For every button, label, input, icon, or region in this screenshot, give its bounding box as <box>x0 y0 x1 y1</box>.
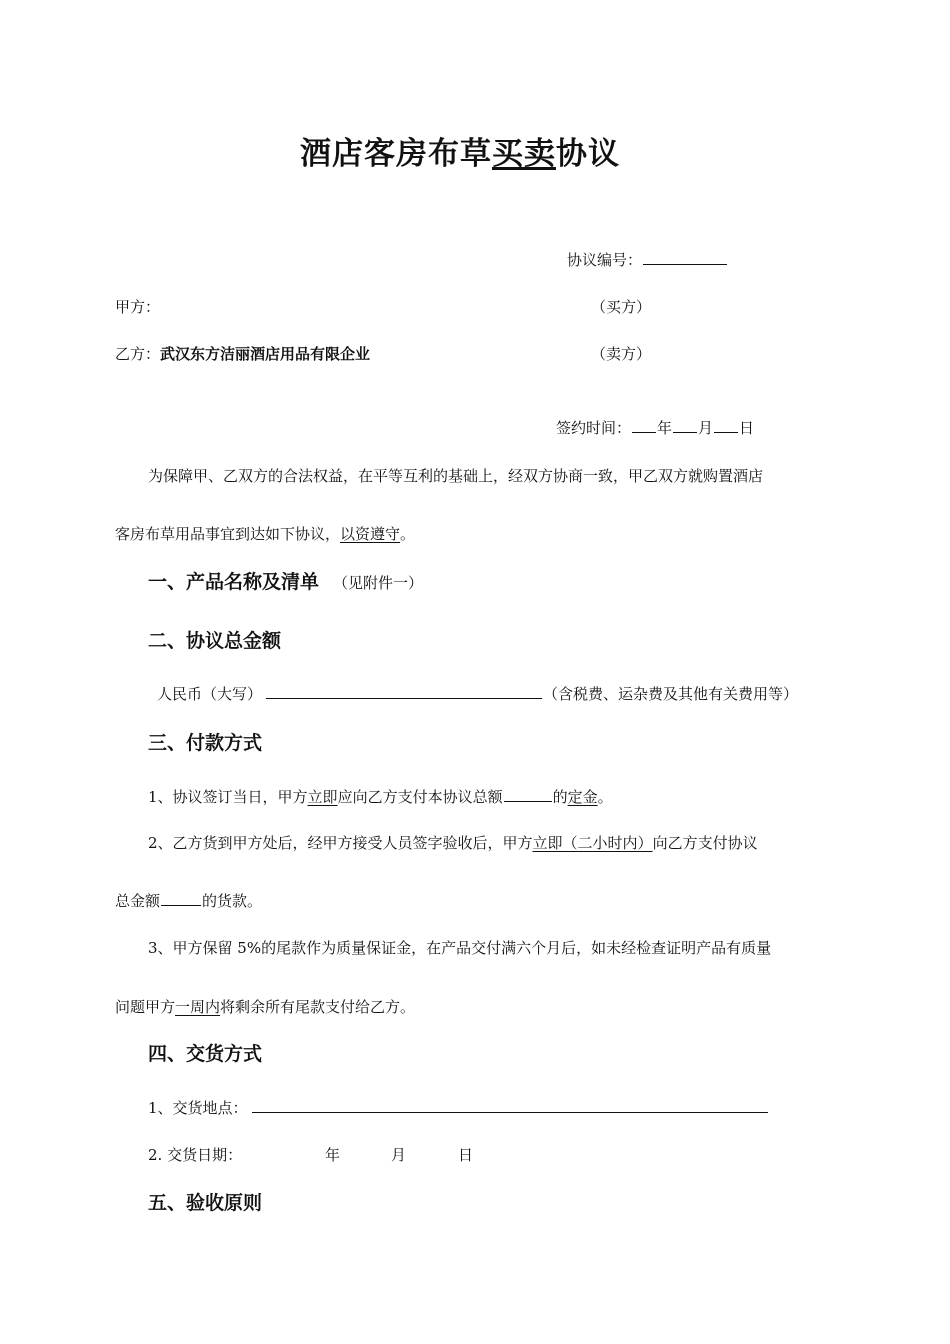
sign-date-label: 签约时间： <box>556 419 632 437</box>
payment-item-2-text-a: 2、乙方货到甲方处后，经甲方接受人员签字验收后，甲方 <box>148 834 533 852</box>
payment-item-1 <box>148 786 613 807</box>
rmb-amount-blank[interactable] <box>266 697 542 699</box>
payment-item-1-text-b: 应向乙方支付本协议总额 <box>337 788 503 806</box>
section-3-heading: 三、付款方式 <box>148 732 263 754</box>
payment-item-3-line-2 <box>115 996 415 1017</box>
payment-item-2-line-2 <box>115 890 262 911</box>
section-4-heading: 四、交货方式 <box>148 1043 263 1065</box>
delivery-day-label: 日 <box>458 1146 474 1164</box>
delivery-place-row <box>148 1097 769 1118</box>
sign-month-label: 月 <box>698 419 714 437</box>
deposit-amount-blank[interactable] <box>504 800 552 802</box>
section-2-heading: 二、协议总金额 <box>148 630 282 652</box>
intro-underlined-text: 以资遵守 <box>340 525 401 543</box>
rmb-note: （含税费、运杂费及其他有关费用等） <box>543 685 799 703</box>
sign-date-row <box>556 417 754 438</box>
intro-line-1: 为保障甲、乙双方的合法权益，在平等互利的基础上，经双方协商一致，甲乙双方就购置酒店 <box>148 467 764 485</box>
sign-day-blank[interactable] <box>714 431 738 433</box>
sign-year-label: 年 <box>657 419 673 437</box>
title-part-2: 买卖 <box>492 136 556 172</box>
payment-item-1-immediately: 立即 <box>307 788 338 806</box>
section-1-row <box>148 567 423 594</box>
document-title <box>300 128 620 173</box>
title-part-1: 酒店客房布草 <box>300 136 492 172</box>
payment-item-2-line-1 <box>148 832 758 853</box>
payment-item-3-text-b: 将剩余所有尾款支付给乙方。 <box>220 998 416 1016</box>
party-b-label: 乙方： <box>115 345 161 363</box>
delivery-place-label: 1、交货地点： <box>148 1099 248 1117</box>
payment-item-2-text-b: 向乙方支付协议 <box>652 834 758 852</box>
payment-item-1-end: 。 <box>597 788 613 806</box>
sign-year-blank[interactable] <box>632 431 656 433</box>
agreement-number-row <box>567 249 728 270</box>
delivery-year-label: 年 <box>325 1146 341 1164</box>
section-5-heading: 五、验收原则 <box>148 1192 263 1214</box>
payment-item-2-total-label: 总金额 <box>115 892 161 910</box>
payment-item-2-deadline: 立即（二小时内） <box>532 834 653 852</box>
payment-item-1-deposit: 定金 <box>567 788 598 806</box>
payment-item-2-end: 的货款。 <box>202 892 263 910</box>
party-a-role: （买方） <box>591 298 652 316</box>
party-b-role: （卖方） <box>591 345 652 363</box>
sign-day-label: 日 <box>739 419 755 437</box>
party-b-name: 武汉东方洁丽酒店用品有限企业 <box>160 345 371 363</box>
delivery-month-label: 月 <box>391 1146 407 1164</box>
rmb-label: 人民币（大写） <box>157 685 263 703</box>
rmb-row <box>157 683 798 704</box>
payment-item-1-text-a: 1、协议签订当日，甲方 <box>148 788 308 806</box>
intro-line-2-text: 客房布草用品事宜到达如下协议， <box>115 525 341 543</box>
agreement-number-label: 协议编号： <box>567 251 643 269</box>
section-1-heading: 一、产品名称及清单 <box>148 571 320 593</box>
payment-amount-blank[interactable] <box>161 904 201 906</box>
payment-item-3-within-week: 一周内 <box>175 998 221 1016</box>
payment-item-1-text-c: 的 <box>552 788 568 806</box>
delivery-place-blank[interactable] <box>252 1111 768 1113</box>
payment-item-3-line-1: 3、甲方保留 5%的尾款作为质量保证金，在产品交付满六个月后，如未经检查证明产品有质量 <box>148 939 772 957</box>
title-part-3: 协议 <box>556 136 620 172</box>
party-b-row <box>115 343 370 364</box>
payment-item-3-text-a: 问题甲方 <box>115 998 176 1016</box>
intro-line-2 <box>115 523 415 544</box>
delivery-date-label: 2. 交货日期： <box>148 1146 243 1164</box>
intro-line-2-end: 。 <box>400 525 416 543</box>
party-a-label: 甲方： <box>115 298 161 316</box>
sign-month-blank[interactable] <box>673 431 697 433</box>
agreement-number-blank[interactable] <box>643 263 727 265</box>
section-1-note: （见附件一） <box>333 574 424 592</box>
